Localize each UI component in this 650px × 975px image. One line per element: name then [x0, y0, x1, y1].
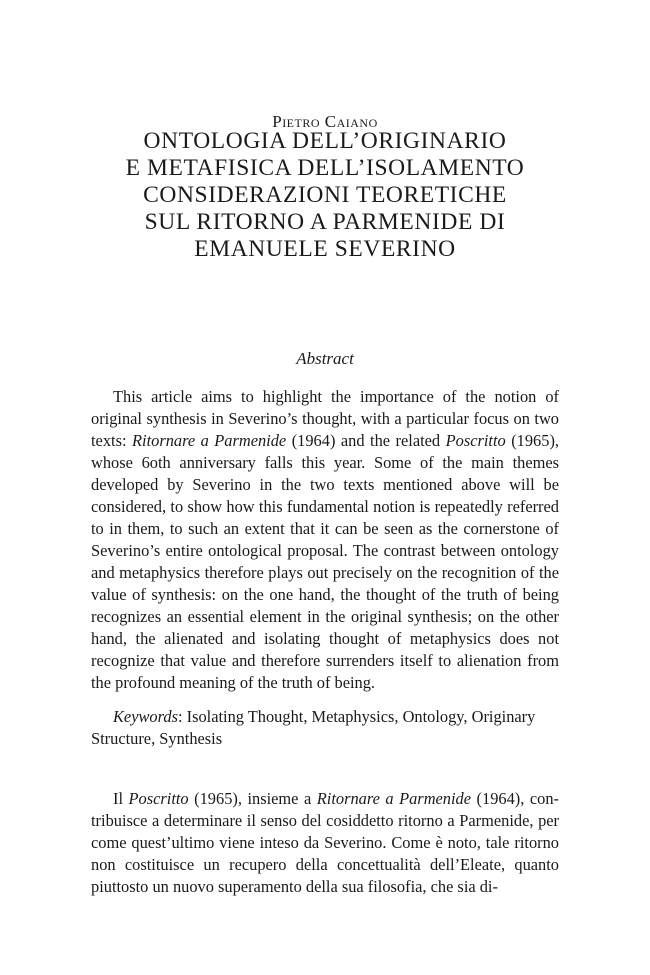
- intro-work-title: Ritornare a Parmenide: [316, 789, 472, 808]
- keywords-label: Keywords: [113, 707, 178, 726]
- abstract-text: (1965), whose 6oth anniversary falls this year. Some of the main themes developed by Severino in the two texts mentioned above will be considered, to show how this fundamental notion is repeatedly referred to in them, to such an extent that it can be seen as the cornerstone of Severino’s entire ontological proposal. The contrast between ontology and metaphysics therefore plays out precisely on the recognition of the value of synthesis: on the one hand, the thought of the truth of being recognizes an essential element in the original synthesis; on the other hand, the alienated and isolating thought of metaphysics does not recognize that value and therefore surrenders itself to alienation from the profound meaning of the truth of being.: [91, 431, 559, 692]
- title-line: EMANUELE SEVERINO: [194, 236, 456, 262]
- intro-text: (1965), insieme a: [188, 789, 317, 808]
- abstract-work-title: Ritornare a Parmenide: [132, 431, 287, 450]
- article-title: [0, 128, 650, 263]
- keywords-list: : Isolating Thought, Metaphysics, Ontology, Originary Structure, Synthesis: [91, 707, 536, 748]
- abstract-text: This article aims to highlight the importance of the notion of original synthesis in Severino’s thought, with a particular focus on two texts:: [91, 387, 559, 450]
- title-line: CONSIDERAZIONI TEORETICHE: [143, 182, 507, 208]
- keywords-paragraph: [91, 706, 559, 750]
- abstract-paragraph: [91, 386, 559, 694]
- intro-work-title: Poscritto: [128, 789, 189, 808]
- abstract-heading: Abstract: [296, 349, 354, 368]
- intro-text: Il: [113, 789, 129, 808]
- intro-paragraph: [91, 788, 559, 898]
- title-line: SUL RITORNO A PARMENIDE DI: [144, 209, 506, 235]
- intro-text: (1964), contribuisce a determinare il senso del cosiddetto ritorno a Parmenide, per come quest’ultimo viene inteso da Severino. Come è noto, tale ritorno non costituisce un recupero della concettualità dell’Eleate, quanto piuttosto un nuovo superamento della sua filosofia, che sia di-: [91, 789, 559, 896]
- abstract-work-title: Poscritto: [445, 431, 506, 450]
- author-name: Pietro Caiano: [272, 112, 378, 131]
- title-line: E METAFISICA DELL’ISOLAMENTO: [125, 155, 525, 181]
- abstract-text: (1964) and the related: [286, 431, 446, 450]
- title-line: ONTOLOGIA DELL’ORIGINARIO: [143, 128, 507, 154]
